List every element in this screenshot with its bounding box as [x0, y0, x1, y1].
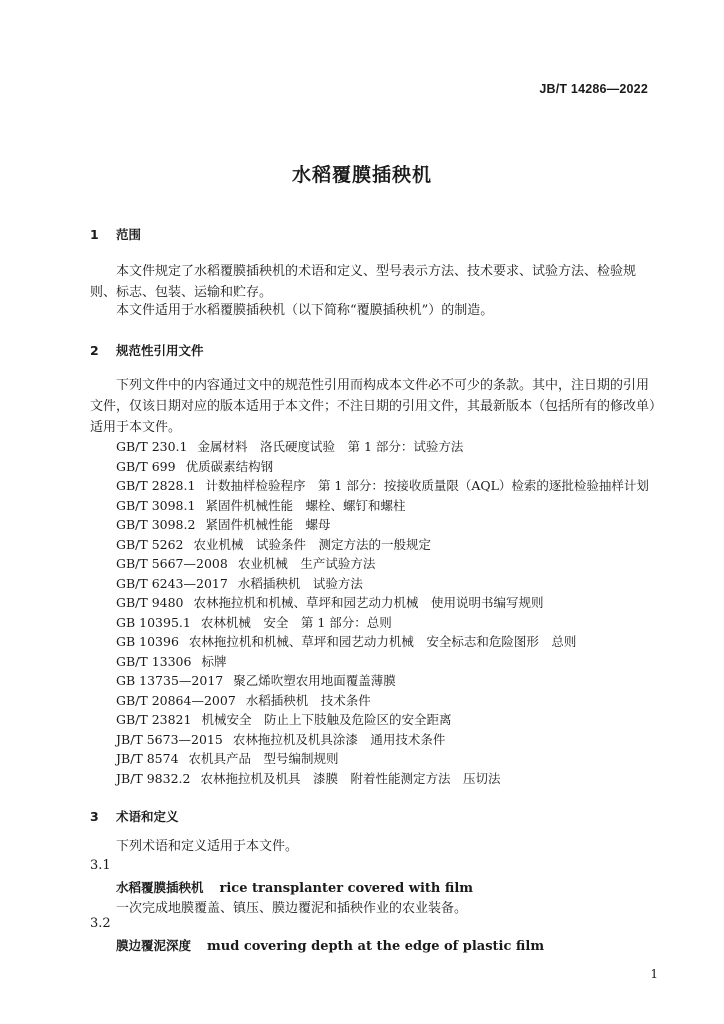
section-number: 2: [90, 343, 99, 358]
section-title: 术语和定义: [116, 809, 179, 824]
reference-code: GB 13735—2017: [116, 673, 224, 688]
reference-title: 农业机械 试验条件 测定方法的一般规定: [193, 536, 432, 552]
reference-code: GB/T 20864—2007: [116, 692, 236, 708]
reference-code: GB/T 699: [116, 458, 176, 474]
reference-title: 农林拖拉机及机具涂漆 通用技术条件: [232, 731, 446, 747]
term-number: 3.1: [90, 858, 111, 873]
reference-item: [116, 613, 649, 633]
reference-title: 紧固件机械性能 螺栓、螺钉和螺柱: [205, 497, 406, 513]
reference-item: [116, 749, 649, 769]
reference-code: JB/T 9832.2: [116, 770, 191, 786]
reference-title: 农林拖拉机和机械、草坪和园艺动力机械 安全标志和危险图形 总则: [188, 634, 577, 649]
standard-code: JB/T 14286—2022: [539, 82, 648, 96]
section-title: 规范性引用文件: [116, 343, 204, 358]
reference-title: 机械安全 防止上下肢触及危险区的安全距离: [201, 712, 452, 727]
reference-item: [116, 437, 649, 457]
terms-intro: 下列术语和定义适用于本文件。: [116, 839, 299, 854]
reference-item: [116, 769, 649, 789]
reference-item: [116, 710, 649, 730]
document-title: 水稻覆膜插秧机: [291, 164, 432, 186]
reference-item: [116, 632, 649, 652]
reference-code: GB/T 5667—2008: [116, 556, 228, 571]
reference-item: [116, 691, 649, 711]
reference-title: 农机具产品 型号编制规则: [188, 751, 339, 766]
section-number: 1: [90, 227, 99, 242]
reference-title: 水稻插秧机 技术条件: [245, 692, 371, 708]
reference-code: GB/T 230.1: [116, 439, 188, 454]
reference-title: 农林拖拉机及机具 漆膜 附着性能测定方法 压切法: [200, 770, 501, 786]
reference-title: 农林机械 安全 第 1 部分：总则: [200, 614, 392, 630]
reference-code: JB/T 8574: [116, 751, 179, 766]
reference-title: 农业机械 生产试验方法: [237, 556, 376, 571]
term-chinese: 水稻覆膜插秧机: [116, 880, 204, 895]
reference-item: [116, 671, 649, 691]
section-1-heading: [90, 225, 141, 243]
reference-code: GB 10395.1: [116, 614, 191, 630]
reference-title: 计数抽样检验程序 第 1 部分：按接收质量限（AQL）检索的逐批检验抽样计划: [205, 478, 649, 493]
reference-title: 农林拖拉机和机械、草坪和园艺动力机械 使用说明书编写规则: [193, 595, 544, 610]
term-entry: [116, 936, 544, 954]
reference-title: 聚乙烯吹塑农用地面覆盖薄膜: [233, 673, 396, 688]
term-english: rice transplanter covered with film: [219, 881, 474, 896]
term-number: 3.2: [90, 916, 111, 931]
reference-code: GB/T 23821: [116, 712, 192, 727]
reference-list: [116, 437, 649, 788]
reference-item: [116, 535, 649, 555]
reference-title: 金属材料 洛氏硬度试验 第 1 部分：试验方法: [197, 439, 464, 454]
reference-code: GB/T 13306: [116, 653, 192, 669]
reference-item: [116, 554, 649, 574]
scope-paragraph-1: 本文件规定了水稻覆膜插秧机的术语和定义、型号表示方法、技术要求、试验方法、检验规则、标志、包装、运输和贮存。: [90, 264, 637, 300]
reference-title: 标牌: [201, 653, 227, 669]
reference-title: 优质碳素结构钢: [185, 458, 274, 474]
reference-item: [116, 496, 649, 516]
page-number: 1: [650, 967, 658, 981]
reference-code: GB/T 5262: [116, 536, 184, 552]
section-3-heading: [90, 807, 179, 825]
section-number: 3: [90, 809, 99, 824]
scope-paragraph-2: 本文件适用于水稻覆膜插秧机（以下简称“覆膜插秧机”）的制造。: [116, 303, 494, 318]
reference-item: [116, 457, 649, 477]
reference-code: GB/T 6243—2017: [116, 575, 228, 591]
term-definition: 一次完成地膜覆盖、镇压、膜边覆泥和插秧作业的农业装备。: [116, 901, 468, 916]
reference-code: GB 10396: [116, 634, 179, 649]
reference-code: JB/T 5673—2015: [116, 731, 223, 747]
reference-title: 水稻插秧机 试验方法: [237, 575, 363, 591]
reference-code: GB/T 3098.2: [116, 517, 196, 532]
reference-item: [116, 652, 649, 672]
reference-item: [116, 476, 649, 496]
reference-item: [116, 515, 649, 535]
term-entry: [116, 878, 473, 896]
reference-item: [116, 730, 649, 750]
references-intro: 下列文件中的内容通过文中的规范性引用而构成本文件必不可少的条款。其中，注日期的引用文件，仅该日期对应的版本适用于本文件；不注日期的引用文件，其最新版本（包括所有的修改单）适用于本文件。: [90, 378, 656, 435]
reference-code: GB/T 9480: [116, 595, 184, 610]
reference-title: 紧固件机械性能 螺母: [205, 517, 331, 532]
reference-item: [116, 574, 649, 594]
term-chinese: 膜边覆泥深度: [116, 938, 192, 953]
section-2-heading: [90, 341, 204, 359]
reference-code: GB/T 3098.1: [116, 497, 196, 513]
reference-code: GB/T 2828.1: [116, 478, 196, 493]
term-english: mud covering depth at the edge of plastic film: [207, 939, 545, 954]
reference-item: [116, 593, 649, 613]
section-title: 范围: [116, 227, 142, 242]
